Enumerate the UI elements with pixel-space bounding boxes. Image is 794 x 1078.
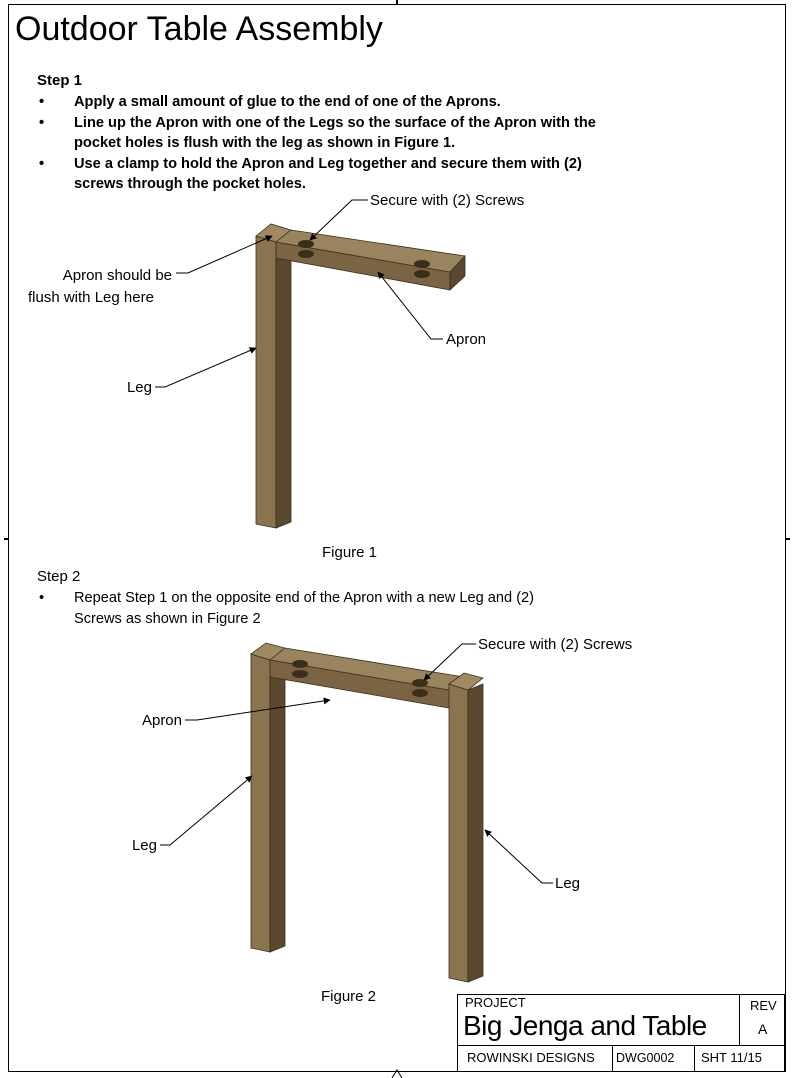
page-title: Outdoor Table Assembly	[15, 10, 383, 48]
figure2-drawing	[132, 636, 632, 1005]
figure1-pocket-hole	[414, 270, 430, 278]
figure2-right-leg-side-face	[468, 684, 483, 982]
figure1-pocket-hole	[298, 240, 314, 248]
figure2-caption: Figure 2	[321, 988, 377, 1005]
title-block	[457, 994, 785, 1072]
figure1-leg-label: Leg	[126, 379, 152, 396]
step2-bullet-1-text: Repeat Step 1 on the opposite end of the Apron with a new Leg and (2)	[74, 590, 535, 606]
figure1-pocket-hole	[298, 250, 314, 258]
figure2-pocket-hole	[412, 689, 428, 697]
step2-bullet-1-text-cont: Screws as shown in Figure 2	[74, 610, 261, 627]
figure1-pocket-hole	[414, 260, 430, 268]
step1-bullet-1-text: Apply a small amount of glue to the end of one of the Aprons.	[74, 94, 501, 110]
figure2-left-leg-label: Leg	[131, 837, 157, 854]
figure1-flush-label-line1: Apron should be	[62, 267, 172, 284]
step1-bullet-3-text-cont: screws through the pocket holes.	[74, 176, 306, 192]
figure2-left-leg-front-face	[251, 654, 270, 952]
project-name: Big Jenga and Table	[463, 1010, 707, 1041]
figure2-pocket-hole	[292, 660, 308, 668]
figure1-leg-side-face	[276, 236, 291, 528]
project-label: PROJECT	[465, 995, 526, 1010]
company-name: ROWINSKI DESIGNS	[467, 1050, 595, 1065]
figure2-right-leg-leader	[485, 830, 553, 883]
step1-bullet-2-text-cont: pocket holes is flush with the leg as shown in Figure 1.	[74, 135, 456, 151]
rev-value: A	[758, 1021, 768, 1037]
figure2-right-leg-label: Leg	[555, 875, 581, 892]
figure1-drawing	[28, 192, 524, 561]
sheet-bottom-tick	[392, 1070, 402, 1078]
sheet-number: SHT 11/15	[701, 1050, 762, 1065]
figure2-left-leg-leader	[160, 776, 252, 845]
figure1-flush-label-line2: flush with Leg here	[28, 289, 154, 306]
rev-label: REV	[750, 998, 777, 1013]
step2-heading: Step 2	[37, 568, 81, 585]
figure1-leg-leader	[155, 348, 256, 387]
figure2-right-leg-front-face	[449, 684, 468, 982]
figure1-leg-front-face	[256, 236, 276, 528]
figure2-pocket-hole	[412, 679, 428, 687]
figure2-apron-label: Apron	[141, 712, 182, 729]
figure1-apron-label: Apron	[446, 331, 487, 348]
figure1-screws-label: Secure with (2) Screws	[370, 192, 525, 209]
drawing-number: DWG0002	[616, 1051, 675, 1065]
figure1-caption: Figure 1	[322, 544, 378, 561]
figure2-screws-label: Secure with (2) Screws	[478, 636, 633, 653]
figure2-left-leg-side-face	[270, 654, 285, 952]
step1-bullet-2-text: Line up the Apron with one of the Legs so the surface of the Apron with the	[74, 114, 596, 131]
figure2-pocket-hole	[292, 670, 308, 678]
step1-heading: Step 1	[37, 72, 83, 89]
step1-bullet-3-text: Use a clamp to hold the Apron and Leg together and secure them with (2)	[74, 155, 582, 172]
